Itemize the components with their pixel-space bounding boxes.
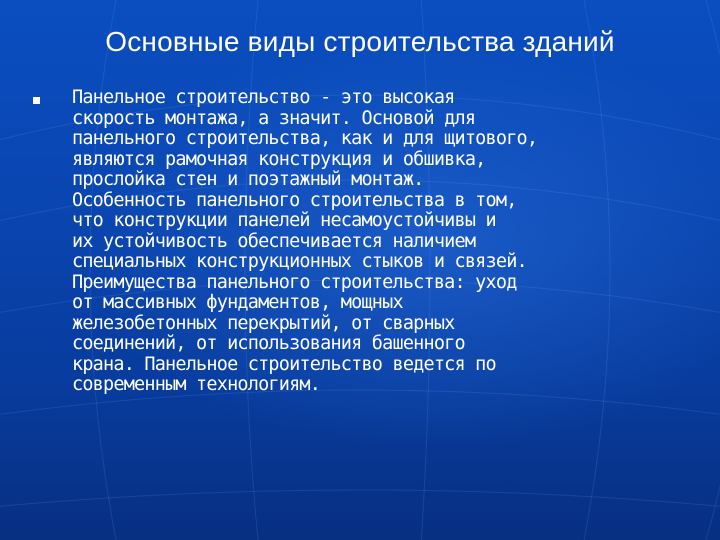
- bullet-item: [22, 88, 702, 396]
- bullet-list: [22, 88, 702, 396]
- slide-title: Основные виды строительства зданий: [105, 26, 615, 57]
- bullet-text: Панельное строительство - это высокая скорость монтажа, а значит. Основой для панельного строительства, как и для щитового, являются рамочная конструкция и обшивка, прослойка стен и поэтажный монтаж. Особенность панельного строительства в том, что конструкции панелей несамоустойчивы и их устойчивость обеспечивается наличием специальных конструкционных стыков и связей. Преимущества панельного строительства: уход от массивных фундаментов, мощных железобетонных перекрытий, от сварных соединений, от использования башенного крана. Панельное строительство ведется по современным технологиям.: [72, 87, 538, 395]
- square-bullet-icon: [33, 97, 40, 104]
